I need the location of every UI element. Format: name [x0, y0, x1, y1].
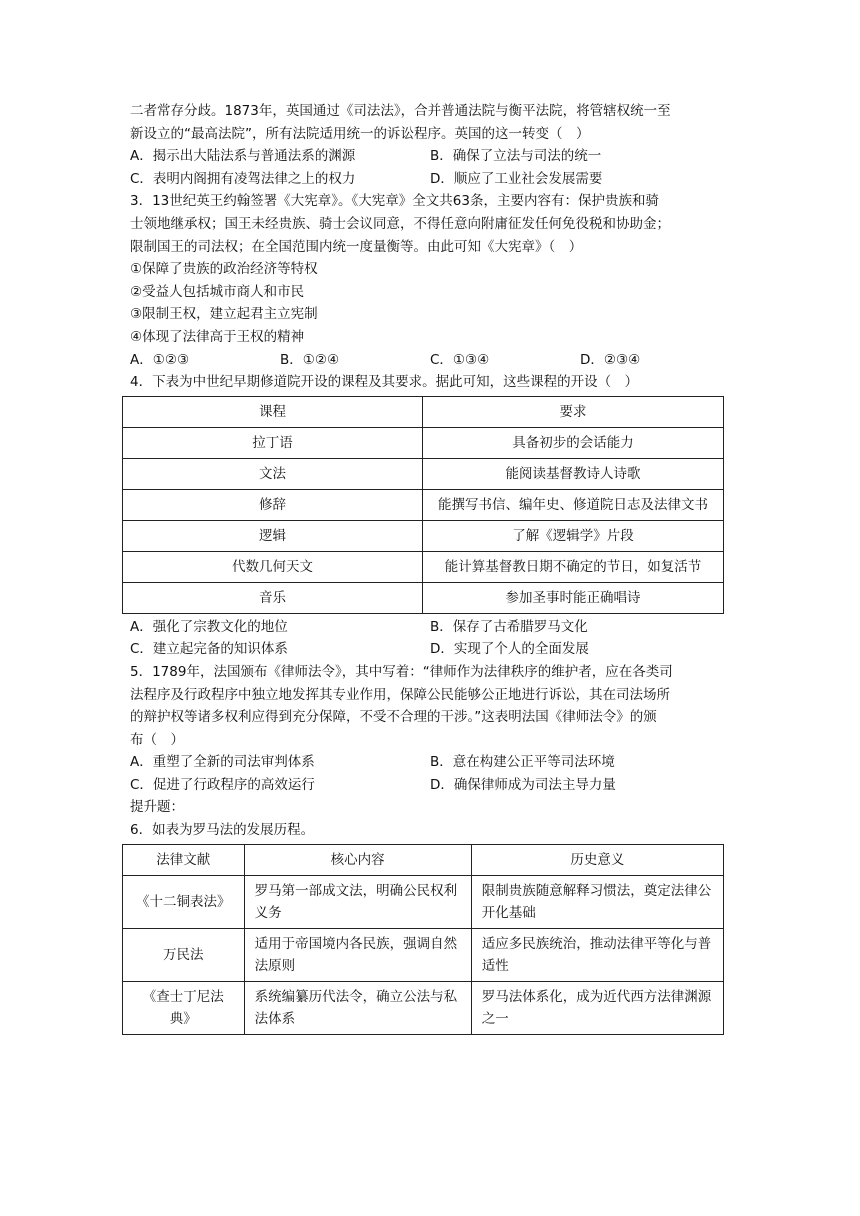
q4-option-a[interactable]: A．强化了宗教文化的地位	[130, 618, 288, 635]
table-cell: 适应多民族统治，推动法律平等化与普适性	[471, 928, 723, 981]
table-cell: 能计算基督教日期不确定的节日，如复活节	[423, 551, 724, 582]
q5-stem-line: 布（ ）	[130, 731, 184, 748]
table-row	[123, 489, 724, 520]
table-cell: 《查士丁尼法典》	[123, 981, 245, 1034]
q5-option-a[interactable]: A．重塑了全新的司法审判体系	[130, 754, 315, 771]
q4-stem: 4．下表为中世纪早期修道院开设的课程及其要求。据此可知，这些课程的开设（ ）	[130, 374, 639, 391]
q4-option-b[interactable]: B．保存了古希腊罗马文化	[430, 618, 588, 635]
q3-item-2: ②受益人包括城市商人和市民	[130, 283, 305, 300]
q5-options-row	[130, 774, 730, 797]
q2-option-b[interactable]: B．确保了立法与司法的统一	[430, 148, 602, 165]
q3-stem-line: 士领地继承权；国王未经贵族、骑士会议同意，不得任意向附庸征发任何免役税和协助金；	[130, 215, 670, 232]
q3-item-3: ③限制王权，建立起君主立宪制	[130, 306, 318, 323]
table-cell: 拉丁语	[123, 427, 423, 458]
table-header-row	[123, 396, 724, 427]
q5-option-c[interactable]: C．促进了行政程序的高效运行	[130, 776, 315, 793]
q3-item-1: ①保障了贵族的政治经济等特权	[130, 261, 318, 278]
q4-option-c[interactable]: C．建立起完备的知识体系	[130, 641, 288, 658]
table-cell: 参加圣事时能正确唱诗	[423, 582, 724, 613]
table-cell: 具备初步的会话能力	[423, 427, 724, 458]
table-cell: 适用于帝国境内各民族，强调自然法原则	[244, 928, 471, 981]
q4-course-table	[122, 396, 724, 614]
q5-option-b[interactable]: B．意在构建公正平等司法环境	[430, 754, 615, 771]
table-header-cell: 核心内容	[244, 844, 471, 875]
q4-options-row	[130, 616, 730, 639]
table-header-cell: 法律文献	[123, 844, 245, 875]
table-cell: 逻辑	[123, 520, 423, 551]
table-row	[123, 582, 724, 613]
q5-stem-line: 的辩护权等诸多权利应得到充分保障，不受不合理的干涉。”这表明法国《律师法令》的颁	[130, 709, 657, 726]
table-header-cell: 课程	[123, 396, 423, 427]
q2-options-row	[130, 168, 730, 191]
q2-option-a[interactable]: A．揭示出大陆法系与普通法系的渊源	[130, 148, 356, 165]
q3-option-c[interactable]: C．①③④	[430, 351, 490, 368]
table-cell: 《十二铜表法》	[123, 875, 245, 928]
q6-roman-law-table	[122, 844, 724, 1035]
q3-stem-line: 限制国王的司法权；在全国范围内统一度量衡等。由此可知《大宪章》（ ）	[130, 238, 583, 255]
table-row	[123, 551, 724, 582]
q3-stem-line: 3．13世纪英王约翰签署《大宪章》。《大宪章》全文共63条，主要内容有：保护贵族和骑	[130, 193, 659, 210]
q2-stem-line: 新设立的“最高法院”，所有法院适用统一的诉讼程序。英国的这一转变（ ）	[130, 125, 590, 142]
table-row	[123, 520, 724, 551]
table-cell: 了解《逻辑学》片段	[423, 520, 724, 551]
q4-options-row	[130, 638, 730, 661]
q6-stem: 6．如表为罗马法的发展历程。	[130, 822, 315, 839]
table-cell: 系统编纂历代法令，确立公法与私法体系	[244, 981, 471, 1034]
q2-stem-line: 二者常存分歧。1873年，英国通过《司法法》，合并普通法院与衡平法院，将管辖权统一至	[130, 103, 671, 119]
table-cell: 能阅读基督教诗人诗歌	[423, 458, 724, 489]
table-row	[123, 981, 724, 1034]
table-cell: 万民法	[123, 928, 245, 981]
q3-option-d[interactable]: D．②③④	[580, 351, 641, 368]
q4-option-d[interactable]: D．实现了个人的全面发展	[430, 641, 589, 658]
q3-option-a[interactable]: A．①②③	[130, 351, 190, 368]
q5-stem-line: 法程序及行政程序中独立地发挥其专业作用，保障公民能够公正地进行诉讼，其在司法场所	[130, 686, 670, 703]
q5-options-row	[130, 751, 730, 774]
q2-option-d[interactable]: D．顺应了工业社会发展需要	[430, 170, 603, 187]
table-cell: 罗马法体系化，成为近代西方法律渊源之一	[471, 981, 723, 1034]
exam-page	[130, 100, 730, 1035]
table-cell: 代数几何天文	[123, 551, 423, 582]
q2-options-row	[130, 145, 730, 168]
section-label: 提升题：	[130, 799, 184, 816]
table-header-cell: 要求	[423, 396, 724, 427]
q2-option-c[interactable]: C．表明内阁拥有凌驾法律之上的权力	[130, 170, 356, 187]
table-cell: 限制贵族随意解释习惯法，奠定法律公开化基础	[471, 875, 723, 928]
table-cell: 修辞	[123, 489, 423, 520]
q3-item-4: ④体现了法律高于王权的精神	[130, 328, 305, 345]
table-row	[123, 875, 724, 928]
table-cell: 能撰写书信、编年史、修道院日志及法律文书	[423, 489, 724, 520]
table-cell: 罗马第一部成文法，明确公民权利义务	[244, 875, 471, 928]
q5-option-d[interactable]: D．确保律师成为司法主导力量	[430, 776, 616, 793]
q5-stem-line: 5．1789年，法国颁布《律师法令》，其中写着：“律师作为法律秩序的维护者，应在各类司	[130, 663, 673, 680]
table-row	[123, 928, 724, 981]
q3-options-row	[130, 349, 730, 372]
table-header-row	[123, 844, 724, 875]
q3-option-b[interactable]: B．①②④	[280, 351, 340, 368]
table-cell: 文法	[123, 458, 423, 489]
table-row	[123, 458, 724, 489]
table-cell: 音乐	[123, 582, 423, 613]
table-header-cell: 历史意义	[471, 844, 723, 875]
table-row	[123, 427, 724, 458]
